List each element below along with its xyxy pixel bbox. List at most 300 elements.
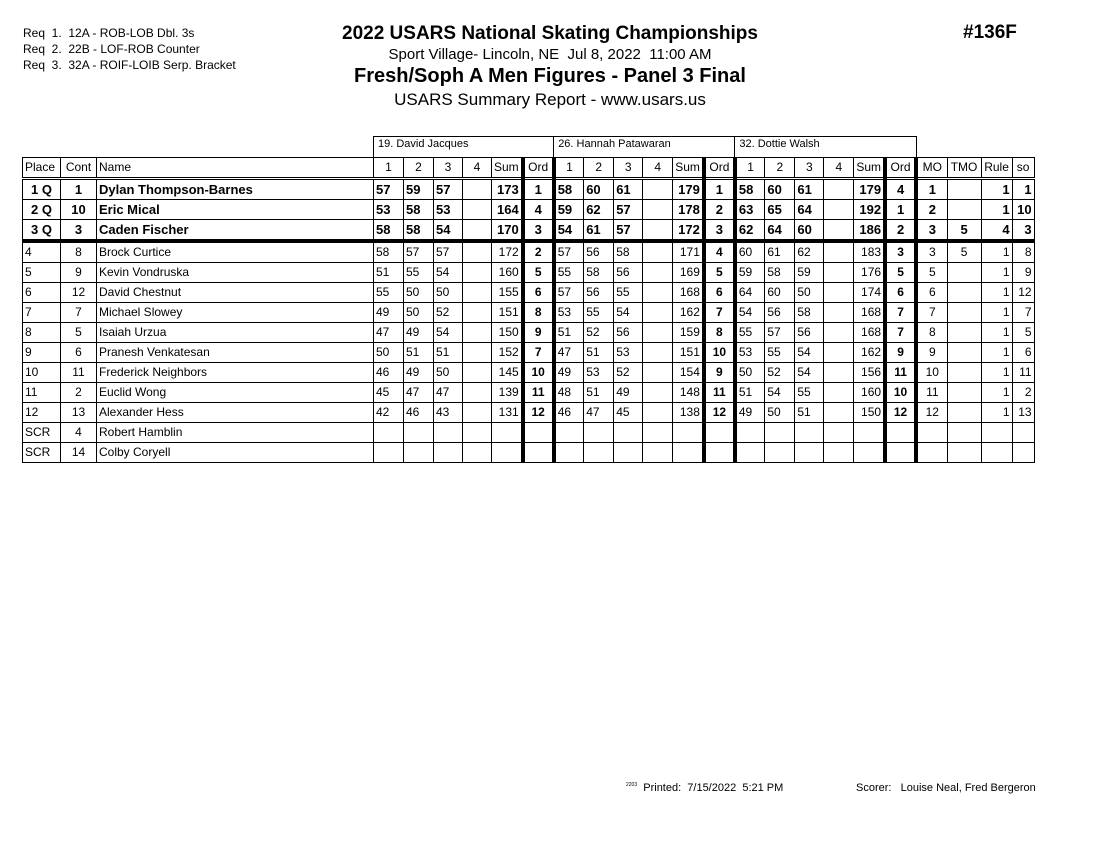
j3-score-1: [735, 423, 765, 443]
j3-score-3: 54: [795, 363, 824, 383]
j3-ord: [885, 443, 916, 463]
j2-score-2: 51: [584, 343, 614, 363]
j3-score-3: 51: [795, 403, 824, 423]
tmo-cell: [947, 179, 981, 200]
j3-score-1: 51: [735, 383, 765, 403]
j3-ord: 5: [885, 263, 916, 283]
place-cell: 12: [23, 403, 61, 423]
j1-sum: 139: [492, 383, 523, 403]
j3-score-2: 54: [765, 383, 795, 403]
col-j1-1: 1: [374, 158, 404, 179]
j2-score-4: [643, 241, 673, 263]
j1-sum: 151: [492, 303, 523, 323]
col-j3-2: 2: [765, 158, 795, 179]
j2-score-4: [643, 303, 673, 323]
j1-ord: [523, 443, 554, 463]
place-cell: 9: [23, 343, 61, 363]
j1-ord: 10: [523, 363, 554, 383]
j2-sum: 154: [673, 363, 704, 383]
table-row: [23, 363, 1035, 383]
j1-score-4: [463, 241, 492, 263]
j3-ord: 7: [885, 303, 916, 323]
j2-score-4: [643, 443, 673, 463]
j2-score-2: 47: [584, 403, 614, 423]
event-title: Fresh/Soph A Men Figures - Panel 3 Final: [354, 65, 746, 87]
j2-score-3: 52: [614, 363, 643, 383]
so-cell: 9: [1012, 263, 1034, 283]
j1-score-3: 51: [434, 343, 463, 363]
cont-cell: 7: [61, 303, 97, 323]
so-cell: 2: [1012, 383, 1034, 403]
j1-score-3: 47: [434, 383, 463, 403]
place-cell: 1 Q: [23, 179, 61, 200]
j2-ord: 7: [704, 303, 735, 323]
j1-score-1: 50: [374, 343, 404, 363]
j3-score-2: [765, 443, 795, 463]
j3-sum: 192: [854, 200, 885, 220]
requirements-list: [23, 25, 236, 73]
j1-sum: 164: [492, 200, 523, 220]
j3-sum: 168: [854, 303, 885, 323]
col-j3-ord: Ord: [885, 158, 916, 179]
j3-sum: [854, 423, 885, 443]
j3-sum: 160: [854, 383, 885, 403]
j2-score-2: [584, 423, 614, 443]
j1-score-2: 55: [404, 263, 434, 283]
j2-ord: 4: [704, 241, 735, 263]
j1-score-4: [463, 179, 492, 200]
table-row: [23, 323, 1035, 343]
j2-ord: 12: [704, 403, 735, 423]
j1-score-4: [463, 363, 492, 383]
j3-score-3: 61: [795, 179, 824, 200]
j2-ord: 1: [704, 179, 735, 200]
col-j2-ord: Ord: [704, 158, 735, 179]
printed-info: [626, 782, 783, 794]
mo-cell: 6: [916, 283, 947, 303]
cont-cell: 10: [61, 200, 97, 220]
tmo-cell: [947, 423, 981, 443]
j3-score-3: 50: [795, 283, 824, 303]
j2-score-3: 54: [614, 303, 643, 323]
col-tmo: TMO: [947, 158, 981, 179]
j2-ord: 8: [704, 323, 735, 343]
j3-sum: 150: [854, 403, 885, 423]
table-row: [23, 303, 1035, 323]
col-j1-sum: Sum: [492, 158, 523, 179]
j2-score-1: 53: [554, 303, 584, 323]
rule-cell: [981, 443, 1012, 463]
j2-sum: 148: [673, 383, 704, 403]
j1-score-4: [463, 263, 492, 283]
j2-score-1: 48: [554, 383, 584, 403]
j2-score-3: 55: [614, 283, 643, 303]
j2-sum: 162: [673, 303, 704, 323]
j1-sum: 173: [492, 179, 523, 200]
name-cell: Caden Fischer: [97, 220, 374, 242]
place-cell: 6: [23, 283, 61, 303]
column-header-row: [23, 158, 1035, 179]
cont-cell: 5: [61, 323, 97, 343]
j1-score-3: 57: [434, 179, 463, 200]
j1-score-2: [404, 443, 434, 463]
j1-ord: 1: [523, 179, 554, 200]
j1-ord: 11: [523, 383, 554, 403]
table-row: [23, 200, 1035, 220]
j1-score-4: [463, 423, 492, 443]
judge-header-row: [23, 137, 1035, 158]
rule-cell: 1: [981, 363, 1012, 383]
name-cell: Dylan Thompson-Barnes: [97, 179, 374, 200]
mo-cell: 3: [916, 220, 947, 242]
event-number: #136F: [963, 22, 1017, 43]
j2-score-4: [643, 403, 673, 423]
mo-cell: 9: [916, 343, 947, 363]
name-cell: David Chestnut: [97, 283, 374, 303]
j3-score-4: [824, 200, 854, 220]
j3-ord: 1: [885, 200, 916, 220]
j2-score-3: 49: [614, 383, 643, 403]
cont-cell: 3: [61, 220, 97, 242]
tmo-cell: [947, 200, 981, 220]
j3-sum: 162: [854, 343, 885, 363]
mo-cell: 1: [916, 179, 947, 200]
j3-score-1: 58: [735, 179, 765, 200]
j1-score-3: 43: [434, 403, 463, 423]
j1-score-4: [463, 303, 492, 323]
j1-score-4: [463, 283, 492, 303]
place-cell: 3 Q: [23, 220, 61, 242]
results-table: [22, 136, 1035, 463]
rule-cell: 1: [981, 179, 1012, 200]
j1-sum: 145: [492, 363, 523, 383]
mo-cell: 3: [916, 241, 947, 263]
j1-sum: 160: [492, 263, 523, 283]
j2-score-4: [643, 283, 673, 303]
j1-score-2: 57: [404, 241, 434, 263]
j3-score-1: 53: [735, 343, 765, 363]
j3-score-1: 63: [735, 200, 765, 220]
j1-score-2: [404, 423, 434, 443]
j3-score-4: [824, 303, 854, 323]
report-subtitle: USARS Summary Report - www.usars.us: [394, 90, 706, 109]
j3-score-3: 59: [795, 263, 824, 283]
j3-score-4: [824, 443, 854, 463]
j1-score-1: 58: [374, 241, 404, 263]
j1-score-4: [463, 403, 492, 423]
j2-ord: 9: [704, 363, 735, 383]
j2-score-4: [643, 343, 673, 363]
place-cell: SCR: [23, 423, 61, 443]
j2-score-3: 56: [614, 263, 643, 283]
j2-score-3: 57: [614, 220, 643, 242]
cont-cell: 6: [61, 343, 97, 363]
scorer-info: Scorer: Louise Neal, Fred Bergeron: [856, 782, 1036, 794]
table-row: [23, 241, 1035, 263]
j2-score-4: [643, 220, 673, 242]
mo-cell: [916, 423, 947, 443]
j3-score-4: [824, 283, 854, 303]
mo-cell: 10: [916, 363, 947, 383]
mo-cell: 7: [916, 303, 947, 323]
j2-sum: 169: [673, 263, 704, 283]
j2-score-1: [554, 443, 584, 463]
j3-score-4: [824, 241, 854, 263]
judge-2-name: 26. Hannah Patawaran: [554, 137, 735, 158]
championship-title: 2022 USARS National Skating Championships: [342, 23, 758, 44]
j3-score-2: 60: [765, 179, 795, 200]
so-cell: 7: [1012, 303, 1034, 323]
cont-cell: 2: [61, 383, 97, 403]
j1-ord: 5: [523, 263, 554, 283]
j2-sum: 171: [673, 241, 704, 263]
mo-cell: 5: [916, 263, 947, 283]
j3-score-1: 64: [735, 283, 765, 303]
j3-sum: [854, 443, 885, 463]
col-j2-sum: Sum: [673, 158, 704, 179]
j3-ord: 3: [885, 241, 916, 263]
rule-cell: 1: [981, 241, 1012, 263]
j1-score-2: 49: [404, 323, 434, 343]
so-cell: 3: [1012, 220, 1034, 242]
j3-sum: 186: [854, 220, 885, 242]
j2-score-1: [554, 423, 584, 443]
mo-cell: 11: [916, 383, 947, 403]
j2-score-1: 54: [554, 220, 584, 242]
col-mo: MO: [916, 158, 947, 179]
j2-ord: 2: [704, 200, 735, 220]
j3-score-2: 64: [765, 220, 795, 242]
j2-ord: 5: [704, 263, 735, 283]
j3-score-1: 54: [735, 303, 765, 323]
j1-score-1: 55: [374, 283, 404, 303]
j1-ord: 8: [523, 303, 554, 323]
col-j2-2: 2: [584, 158, 614, 179]
judge-3-name: 32. Dottie Walsh: [735, 137, 916, 158]
j1-score-2: 46: [404, 403, 434, 423]
name-cell: Alexander Hess: [97, 403, 374, 423]
j1-score-2: 49: [404, 363, 434, 383]
j2-score-3: 53: [614, 343, 643, 363]
j1-score-1: 46: [374, 363, 404, 383]
j1-score-3: 53: [434, 200, 463, 220]
col-j1-3: 3: [434, 158, 463, 179]
j3-ord: 7: [885, 323, 916, 343]
j2-sum: 138: [673, 403, 704, 423]
j3-score-4: [824, 343, 854, 363]
name-cell: Brock Curtice: [97, 241, 374, 263]
so-cell: 6: [1012, 343, 1034, 363]
j2-score-1: 49: [554, 363, 584, 383]
place-cell: 8: [23, 323, 61, 343]
col-j1-ord: Ord: [523, 158, 554, 179]
j3-score-2: 56: [765, 303, 795, 323]
j1-score-3: 57: [434, 241, 463, 263]
so-cell: 13: [1012, 403, 1034, 423]
mo-cell: 8: [916, 323, 947, 343]
j2-sum: 179: [673, 179, 704, 200]
j2-score-2: 58: [584, 263, 614, 283]
name-cell: Kevin Vondruska: [97, 263, 374, 283]
j1-score-3: 50: [434, 363, 463, 383]
j3-score-1: 60: [735, 241, 765, 263]
table-row: [23, 220, 1035, 242]
j1-score-2: 47: [404, 383, 434, 403]
j2-score-2: [584, 443, 614, 463]
cont-cell: 12: [61, 283, 97, 303]
so-cell: 10: [1012, 200, 1034, 220]
table-row: [23, 423, 1035, 443]
j2-sum: 151: [673, 343, 704, 363]
j1-score-1: 45: [374, 383, 404, 403]
j2-sum: [673, 423, 704, 443]
j3-score-4: [824, 363, 854, 383]
col-j1-2: 2: [404, 158, 434, 179]
place-cell: SCR: [23, 443, 61, 463]
j2-score-3: 56: [614, 323, 643, 343]
place-cell: 4: [23, 241, 61, 263]
j2-sum: [673, 443, 704, 463]
requirement-3: Req 3. 32A - ROIF-LOIB Serp. Bracket: [23, 58, 236, 72]
j2-score-3: 45: [614, 403, 643, 423]
j2-sum: 172: [673, 220, 704, 242]
j1-score-1: 53: [374, 200, 404, 220]
mo-cell: 12: [916, 403, 947, 423]
rule-cell: 1: [981, 323, 1012, 343]
col-name: Name: [97, 158, 374, 179]
j2-score-1: 57: [554, 241, 584, 263]
tmo-cell: [947, 383, 981, 403]
place-cell: 2 Q: [23, 200, 61, 220]
col-j2-1: 1: [554, 158, 584, 179]
j3-score-3: 54: [795, 343, 824, 363]
j1-sum: 152: [492, 343, 523, 363]
printed-timestamp: Printed: 7/15/2022 5:21 PM: [643, 782, 784, 794]
j3-ord: [885, 423, 916, 443]
j3-ord: 11: [885, 363, 916, 383]
table-row: [23, 179, 1035, 200]
j2-ord: 11: [704, 383, 735, 403]
col-j3-3: 3: [795, 158, 824, 179]
j2-score-1: 51: [554, 323, 584, 343]
j3-score-3: 55: [795, 383, 824, 403]
cont-cell: 14: [61, 443, 97, 463]
j3-score-4: [824, 263, 854, 283]
j2-ord: [704, 423, 735, 443]
place-cell: 10: [23, 363, 61, 383]
j1-score-1: [374, 443, 404, 463]
j1-score-4: [463, 443, 492, 463]
j1-score-3: 54: [434, 323, 463, 343]
j2-ord: 10: [704, 343, 735, 363]
j2-score-4: [643, 263, 673, 283]
judge-1-name: 19. David Jacques: [374, 137, 554, 158]
j3-score-4: [824, 220, 854, 242]
j1-score-3: 54: [434, 220, 463, 242]
j3-score-4: [824, 383, 854, 403]
j2-score-2: 55: [584, 303, 614, 323]
place-cell: 7: [23, 303, 61, 323]
so-cell: 8: [1012, 241, 1034, 263]
j1-score-1: 47: [374, 323, 404, 343]
j2-score-4: [643, 179, 673, 200]
cont-cell: 13: [61, 403, 97, 423]
col-place: Place: [23, 158, 61, 179]
j1-sum: 150: [492, 323, 523, 343]
col-cont: Cont: [61, 158, 97, 179]
so-cell: 1: [1012, 179, 1034, 200]
tmo-cell: [947, 363, 981, 383]
name-cell: Eric Mical: [97, 200, 374, 220]
name-cell: Pranesh Venkatesan: [97, 343, 374, 363]
j3-score-3: 62: [795, 241, 824, 263]
j2-score-1: 55: [554, 263, 584, 283]
name-cell: Robert Hamblin: [97, 423, 374, 443]
table-row: [23, 443, 1035, 463]
rule-cell: 1: [981, 303, 1012, 323]
place-cell: 11: [23, 383, 61, 403]
cont-cell: 4: [61, 423, 97, 443]
tmo-cell: [947, 303, 981, 323]
print-code: 2203: [626, 782, 638, 788]
table-row: [23, 343, 1035, 363]
j3-score-4: [824, 179, 854, 200]
j1-score-1: 51: [374, 263, 404, 283]
col-j3-4: 4: [824, 158, 854, 179]
name-cell: Isaiah Urzua: [97, 323, 374, 343]
tmo-cell: [947, 343, 981, 363]
j3-score-4: [824, 323, 854, 343]
name-cell: Euclid Wong: [97, 383, 374, 403]
tmo-cell: [947, 263, 981, 283]
tmo-cell: [947, 403, 981, 423]
j3-score-2: 52: [765, 363, 795, 383]
col-so: so: [1012, 158, 1034, 179]
j2-score-2: 52: [584, 323, 614, 343]
j1-score-2: 58: [404, 200, 434, 220]
j1-score-2: 59: [404, 179, 434, 200]
j1-ord: 7: [523, 343, 554, 363]
rule-cell: 1: [981, 403, 1012, 423]
rule-cell: 1: [981, 343, 1012, 363]
tmo-cell: [947, 283, 981, 303]
j1-score-4: [463, 383, 492, 403]
j2-sum: 159: [673, 323, 704, 343]
j3-score-3: 56: [795, 323, 824, 343]
col-j2-4: 4: [643, 158, 673, 179]
j1-ord: [523, 423, 554, 443]
cont-cell: 11: [61, 363, 97, 383]
j3-sum: 174: [854, 283, 885, 303]
j1-sum: 131: [492, 403, 523, 423]
j3-score-3: 64: [795, 200, 824, 220]
j1-ord: 9: [523, 323, 554, 343]
j1-score-3: [434, 423, 463, 443]
j2-ord: 6: [704, 283, 735, 303]
j1-score-1: 57: [374, 179, 404, 200]
j1-score-2: 50: [404, 283, 434, 303]
requirement-2: Req 2. 22B - LOF-ROB Counter: [23, 42, 200, 56]
j2-score-3: 58: [614, 241, 643, 263]
j2-score-3: 61: [614, 179, 643, 200]
j1-sum: [492, 443, 523, 463]
j3-score-1: 55: [735, 323, 765, 343]
j3-score-3: [795, 423, 824, 443]
j2-sum: 178: [673, 200, 704, 220]
j3-score-3: 60: [795, 220, 824, 242]
cont-cell: 8: [61, 241, 97, 263]
j2-score-4: [643, 200, 673, 220]
